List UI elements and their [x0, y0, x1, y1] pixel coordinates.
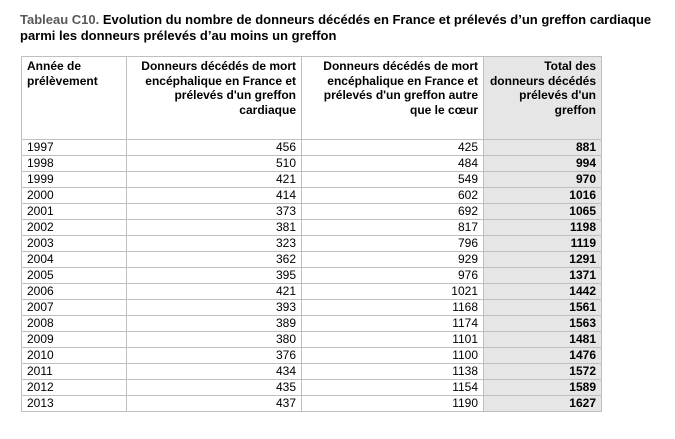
cell-total-donors: 1561 — [484, 300, 602, 316]
table-body — [22, 140, 602, 412]
cell-total-donors: 1627 — [484, 396, 602, 412]
cell-other-donors: 602 — [302, 188, 484, 204]
cell-total-donors: 1016 — [484, 188, 602, 204]
cell-cardiac-donors: 414 — [127, 188, 302, 204]
cell-cardiac-donors: 381 — [127, 220, 302, 236]
cell-total-donors: 994 — [484, 156, 602, 172]
cell-year: 2013 — [22, 396, 127, 412]
cell-total-donors: 1589 — [484, 380, 602, 396]
table-row — [22, 172, 602, 188]
cell-year: 2007 — [22, 300, 127, 316]
cell-total-donors: 1119 — [484, 236, 602, 252]
cell-total-donors: 1442 — [484, 284, 602, 300]
cell-year: 2003 — [22, 236, 127, 252]
cell-other-donors: 1021 — [302, 284, 484, 300]
header-cardiac-donors: Donneurs décédés de mort encéphalique en France et prélevés d'un greffon cardiaque — [127, 57, 302, 140]
cell-cardiac-donors: 362 — [127, 252, 302, 268]
table-row — [22, 300, 602, 316]
cell-total-donors: 1563 — [484, 316, 602, 332]
table-row — [22, 268, 602, 284]
cell-other-donors: 425 — [302, 140, 484, 156]
cell-other-donors: 929 — [302, 252, 484, 268]
table-row — [22, 364, 602, 380]
cell-other-donors: 484 — [302, 156, 484, 172]
cell-cardiac-donors: 421 — [127, 172, 302, 188]
table-row — [22, 140, 602, 156]
cell-year: 2010 — [22, 348, 127, 364]
table-title-text: Evolution du nombre de donneurs décédés en France et prélevés d’un greffon cardiaque parmi les donneurs prélevés d’au moins un greffon — [20, 12, 652, 43]
cell-other-donors: 1168 — [302, 300, 484, 316]
table-row — [22, 188, 602, 204]
cell-cardiac-donors: 510 — [127, 156, 302, 172]
cell-other-donors: 817 — [302, 220, 484, 236]
table-row — [22, 332, 602, 348]
cell-other-donors: 1190 — [302, 396, 484, 412]
cell-other-donors: 1101 — [302, 332, 484, 348]
cell-year: 2002 — [22, 220, 127, 236]
cell-total-donors: 1065 — [484, 204, 602, 220]
table-row — [22, 316, 602, 332]
table-row — [22, 156, 602, 172]
cell-cardiac-donors: 380 — [127, 332, 302, 348]
cell-year: 1998 — [22, 156, 127, 172]
cell-year: 2000 — [22, 188, 127, 204]
cell-other-donors: 549 — [302, 172, 484, 188]
table-row — [22, 348, 602, 364]
cell-cardiac-donors: 437 — [127, 396, 302, 412]
cell-total-donors: 970 — [484, 172, 602, 188]
cell-year: 2001 — [22, 204, 127, 220]
cell-year: 2005 — [22, 268, 127, 284]
cell-year: 1999 — [22, 172, 127, 188]
header-total-donors: Total des donneurs décédés prélevés d'un greffon — [484, 57, 602, 140]
header-year: Année de prélèvement — [22, 57, 127, 140]
table-row — [22, 252, 602, 268]
cell-year: 2011 — [22, 364, 127, 380]
cell-cardiac-donors: 435 — [127, 380, 302, 396]
data-table — [21, 56, 602, 412]
cell-total-donors: 881 — [484, 140, 602, 156]
cell-year: 2006 — [22, 284, 127, 300]
cell-total-donors: 1572 — [484, 364, 602, 380]
cell-cardiac-donors: 373 — [127, 204, 302, 220]
table-row — [22, 236, 602, 252]
cell-other-donors: 1154 — [302, 380, 484, 396]
table-row — [22, 204, 602, 220]
cell-other-donors: 692 — [302, 204, 484, 220]
cell-cardiac-donors: 393 — [127, 300, 302, 316]
cell-other-donors: 796 — [302, 236, 484, 252]
cell-total-donors: 1371 — [484, 268, 602, 284]
cell-year: 2008 — [22, 316, 127, 332]
cell-cardiac-donors: 456 — [127, 140, 302, 156]
cell-total-donors: 1291 — [484, 252, 602, 268]
cell-other-donors: 976 — [302, 268, 484, 284]
table-row — [22, 380, 602, 396]
cell-other-donors: 1174 — [302, 316, 484, 332]
header-other-donors: Donneurs décédés de mort encéphalique en France et prélevés d'un greffon autre que le cœur — [302, 57, 484, 140]
cell-cardiac-donors: 434 — [127, 364, 302, 380]
cell-cardiac-donors: 323 — [127, 236, 302, 252]
table-title — [20, 12, 670, 44]
cell-year: 2004 — [22, 252, 127, 268]
cell-total-donors: 1481 — [484, 332, 602, 348]
table-title-label: Tableau C10. — [20, 12, 100, 27]
cell-cardiac-donors: 376 — [127, 348, 302, 364]
cell-cardiac-donors: 395 — [127, 268, 302, 284]
cell-total-donors: 1476 — [484, 348, 602, 364]
cell-total-donors: 1198 — [484, 220, 602, 236]
cell-year: 2012 — [22, 380, 127, 396]
cell-other-donors: 1100 — [302, 348, 484, 364]
table-row — [22, 284, 602, 300]
cell-cardiac-donors: 421 — [127, 284, 302, 300]
cell-year: 2009 — [22, 332, 127, 348]
table-row — [22, 396, 602, 412]
cell-cardiac-donors: 389 — [127, 316, 302, 332]
cell-year: 1997 — [22, 140, 127, 156]
cell-other-donors: 1138 — [302, 364, 484, 380]
table-row — [22, 220, 602, 236]
header-row — [22, 57, 602, 140]
